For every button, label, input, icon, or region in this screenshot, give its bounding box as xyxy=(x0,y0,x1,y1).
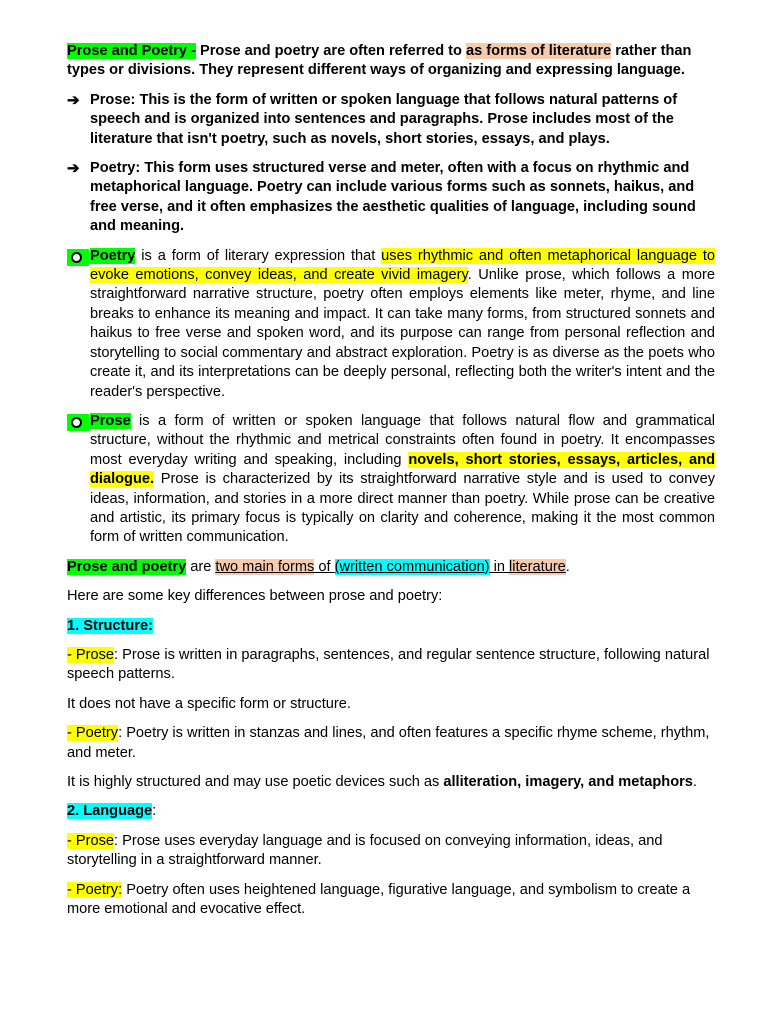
bullet-icon xyxy=(67,247,89,270)
intro-term: Prose and Poetry - xyxy=(67,43,196,59)
prose-definition xyxy=(67,412,715,548)
document-page xyxy=(67,42,715,929)
summary-text: of xyxy=(314,558,335,575)
language-poetry xyxy=(67,881,715,920)
structure-prose-note: It does not have a specific form or structure. xyxy=(67,695,351,712)
prose-highlight: novels, short stories, essays, articles, and dialogue. xyxy=(90,451,715,488)
arrow-right-icon: ➔ xyxy=(67,160,80,178)
intro-highlight: as forms of literature xyxy=(466,43,612,59)
differences-intro: Here are some key differences between prose and poetry: xyxy=(67,588,443,605)
poetic-devices: alliteration, imagery, and metaphors xyxy=(443,774,693,790)
intro-text-2: rather than types or divisions. They represent different ways of organizing and expressing language. xyxy=(67,43,692,79)
structure-poetry-text: : Poetry is written in stanzas and lines, and often features a specific rhyme scheme, rhythm, and meter. xyxy=(67,725,710,761)
language-heading: 2. Language xyxy=(67,803,153,820)
intro-text-1: Prose and poetry are often referred to xyxy=(195,43,467,59)
arrow-right-icon: ➔ xyxy=(67,91,80,109)
summary-part-a: two main forms xyxy=(215,558,315,575)
poetry-text-1: is a form of literary expression that xyxy=(135,247,382,264)
structure-heading-line xyxy=(67,617,715,636)
note-text: . xyxy=(692,774,697,790)
summary-term: Prose and poetry xyxy=(67,558,187,575)
prose-text-2: Prose is characterized by its straightforward narrative style and is used to convey ideas, information, and stories in a more direct manner than poetry. While prose can be creative and artistic, its primary focus is typically on clarity and coherence, making it the most common form of written communication. xyxy=(90,471,715,546)
note-text: It is highly structured and may use poetic devices such as xyxy=(67,774,444,790)
arrow-item-text: Prose: This is the form of written or spoken language that follows natural patterns of speech and is organized into sentences and paragraphs. Prose includes most of the literature that isn't poetry, such as novels, short stories, essays, and plays. xyxy=(90,91,678,147)
language-poetry-text: Poetry often uses heightened language, figurative language, and symbolism to create a more emotional and evocative effect. xyxy=(67,881,691,918)
language-heading-line xyxy=(67,802,715,821)
language-prose xyxy=(67,832,715,871)
poetry-text-2: . Unlike prose, which follows a more straightforward narrative structure, poetry often employs elements like meter, rhyme, and line breaks to enhance its meaning and impact. It can take many forms, from structured sonnets and haikus to free verse and spoken word, and its purpose can range from personal reflection and storytelling to social commentary and abstract exploration. Poetry is as diverse as the poets who create it, and its interpretations can be deeply personal, reflecting both the writer's intent and the reader's perspective. xyxy=(90,267,715,400)
language-prose-label: - Prose xyxy=(67,832,115,849)
language-poetry-label: - Poetry: xyxy=(67,881,123,898)
structure-prose xyxy=(67,646,715,685)
poetry-highlight: uses rhythmic and often metaphorical language to evoke emotions, convey ideas, and create vivid imagery xyxy=(90,247,715,284)
language-prose-text: : Prose uses everyday language and is focused on conveying information, ideas, and storytelling in a straightforward manner. xyxy=(67,832,663,869)
prose-term: Prose xyxy=(90,412,131,429)
summary-paragraph xyxy=(67,558,715,577)
summary-part-c: literature xyxy=(509,558,566,575)
structure-prose-label: - Prose xyxy=(67,646,115,663)
summary-text: . xyxy=(565,558,570,575)
heading-suffix: : xyxy=(152,803,157,820)
structure-poetry xyxy=(67,724,715,763)
structure-poetry-note xyxy=(67,773,715,792)
structure-prose-text: : Prose is written in paragraphs, sentences, and regular sentence structure, following natural speech patterns. xyxy=(67,646,710,683)
arrow-item-text: Poetry: This form uses structured verse and meter, often with a focus on rhythmic and metaphorical language. Poetry can include various forms such as sonnets, haikus, and free verse, and it often emphasizes the aesthetic qualities of language, including sound and meaning. xyxy=(90,160,696,235)
structure-poetry-label: - Poetry xyxy=(67,725,119,742)
structure-heading: 1. Structure: xyxy=(67,617,153,634)
poetry-term: Poetry xyxy=(90,247,136,264)
intro-paragraph xyxy=(67,42,715,81)
summary-part-b: (written communication) xyxy=(334,558,490,575)
poetry-definition xyxy=(67,247,715,402)
prose-text-1: is a form of written or spoken language that follows natural flow and grammatical structure, without the rhythmic and metrical constraints often found in poetry. It encompasses most everyday writing and speaking, including xyxy=(90,412,715,468)
bullet-icon xyxy=(67,412,89,435)
summary-text: in xyxy=(489,558,510,575)
arrow-item-prose xyxy=(67,91,715,149)
summary-text: are xyxy=(186,558,216,575)
arrow-item-poetry xyxy=(67,159,715,237)
